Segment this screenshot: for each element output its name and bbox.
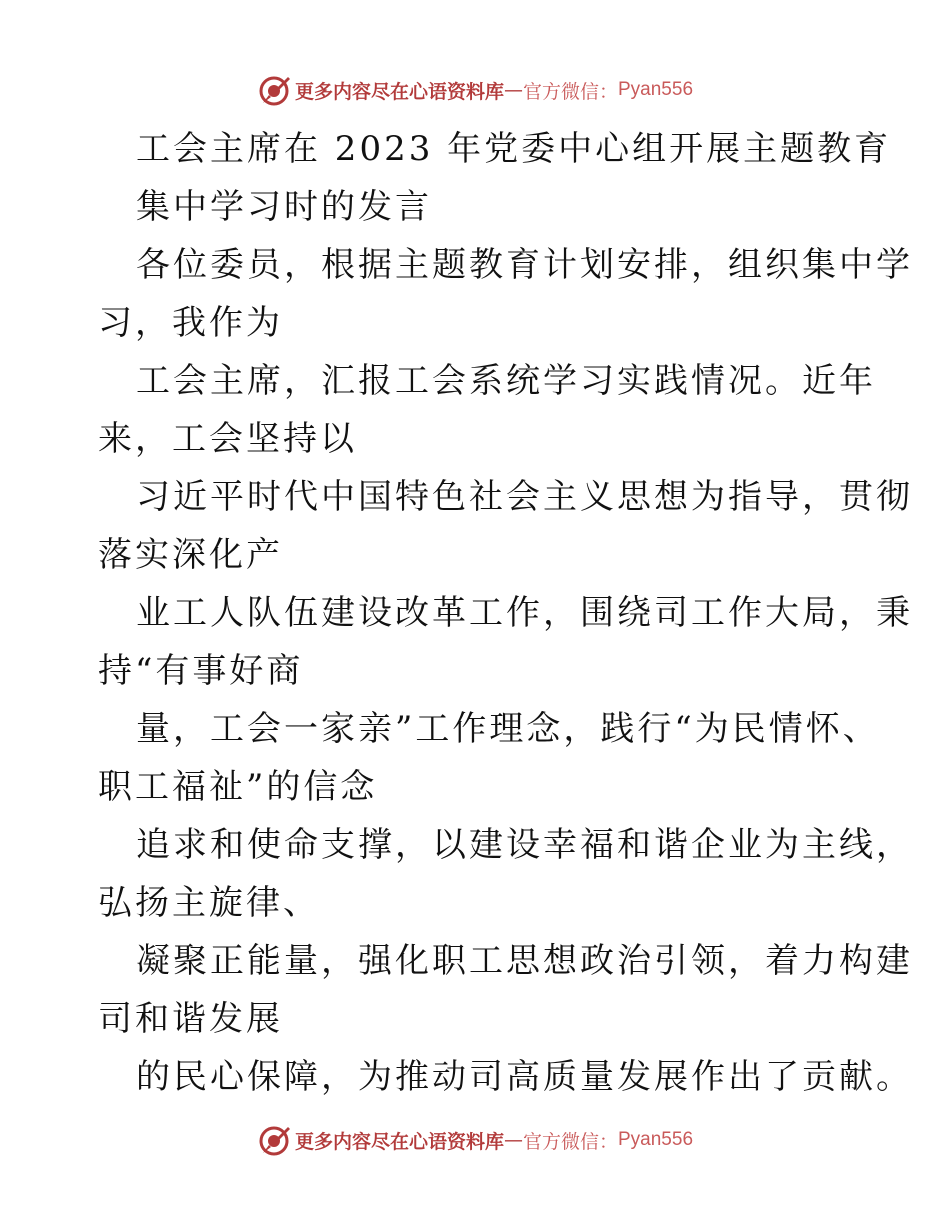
paragraph-line: 追求和使命支撑，以建设幸福和谐企业为主线， <box>136 825 913 865</box>
paragraph-line: 量，工会一家亲”工作理念，践行“为民情怀、 <box>136 709 880 749</box>
document-title-line-1: 工会主席在 2023 年党委中心组开展主题教育 <box>136 129 892 169</box>
watermark-dash: — <box>503 79 523 101</box>
paragraph-line: 工会主席，汇报工会系统学习实践情况。近年 <box>136 361 876 401</box>
paragraph-line: 习近平时代中国特色社会主义思想为指导，贯彻 <box>136 477 913 517</box>
document-title-line-2: 集中学习时的发言 <box>136 187 432 227</box>
paragraph-line: 司和谐发展 <box>98 999 283 1039</box>
footer-watermark <box>0 1120 950 1160</box>
watermark-main-text: 更多内容尽在心语资料库 <box>294 1130 504 1153</box>
watermark-dash: — <box>503 1129 523 1151</box>
header-watermark <box>0 70 950 110</box>
paragraph-line: 凝聚正能量，强化职工思想政治引领，着力构建 <box>136 941 913 981</box>
watermark-wechat-id: Pyan556 <box>618 79 694 100</box>
watermark-sub-text: 官方微信： <box>522 1130 618 1153</box>
pen-logo-icon <box>257 73 291 107</box>
pen-logo-icon <box>257 1123 291 1157</box>
watermark-sub-text: 官方微信： <box>522 80 618 103</box>
watermark-main-text: 更多内容尽在心语资料库 <box>294 80 504 103</box>
paragraph-line: 持“有事好商 <box>98 651 304 691</box>
paragraph-line: 的民心保障，为推动司高质量发展作出了贡献。 <box>136 1057 913 1097</box>
watermark-wechat-id: Pyan556 <box>618 1129 694 1150</box>
document-body <box>98 120 913 1106</box>
paragraph-line: 职工福祉”的信念 <box>98 767 378 807</box>
paragraph-line: 业工人队伍建设改革工作，围绕司工作大局，秉 <box>136 593 913 633</box>
paragraph-line: 落实深化产 <box>98 535 283 575</box>
paragraph-line: 弘扬主旋律、 <box>98 883 320 923</box>
paragraph-line: 来，工会坚持以 <box>98 419 357 459</box>
paragraph-line: 习，我作为 <box>98 303 283 343</box>
paragraph-line: 各位委员，根据主题教育计划安排，组织集中学 <box>136 245 913 285</box>
